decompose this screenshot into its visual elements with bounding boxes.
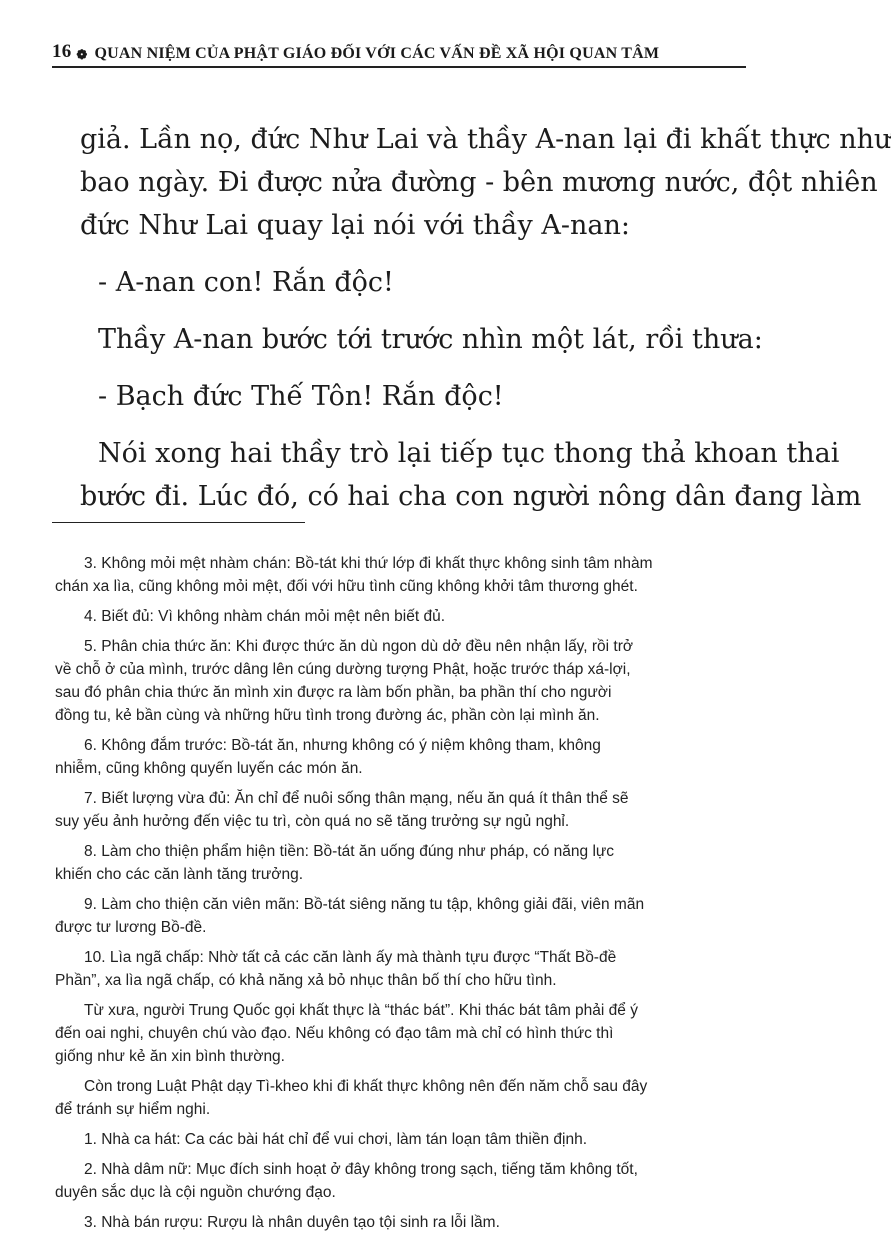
footnote-line: 2. Nhà dâm nữ: Mục đích sinh hoạt ở đây không trong sạch, tiếng tăm không tốt, (84, 1161, 638, 1178)
footnote-line: Từ xưa, người Trung Quốc gọi khất thực là “thác bát”. Khi thác bát tâm phải để ý (84, 1002, 638, 1019)
footnote-paragraph (55, 1158, 755, 1204)
body-line: bước đi. Lúc đó, có hai cha con người nông dân đang làm (80, 481, 862, 512)
footnote-paragraph (55, 635, 755, 727)
footnote-paragraph (55, 1211, 755, 1234)
footnote-line: 8. Làm cho thiện phẩm hiện tiền: Bồ-tát ăn uống đúng như pháp, có năng lực (84, 843, 615, 860)
body-line: Nói xong hai thầy trò lại tiếp tục thong thả khoan thai (98, 438, 840, 469)
footnote-paragraph (55, 840, 755, 886)
footnote-line: sau đó phân chia thức ăn mình xin được ra làm bốn phần, ba phần thí cho người (55, 684, 612, 701)
footnote-paragraph (55, 787, 755, 833)
footnote-line: được tư lương Bồ-đề. (55, 919, 207, 936)
footnote-line: 10. Lìa ngã chấp: Nhờ tất cả các căn lành ấy mà thành tựu được “Thất Bồ-đề (84, 949, 617, 966)
main-text (80, 118, 891, 518)
footnote-paragraph (55, 893, 755, 939)
footnote-paragraph (55, 1075, 755, 1121)
footnote-line: khiến cho các căn lành tăng trưởng. (55, 866, 304, 883)
footnote-line: duyên sắc dục là cội nguồn chướng đạo. (55, 1184, 336, 1201)
body-line: Thầy A-nan bước tới trước nhìn một lát, rồi thưa: (98, 324, 763, 355)
footnote-paragraph (55, 605, 755, 628)
page-number: 16 (52, 41, 72, 62)
footnote-paragraph (55, 734, 755, 780)
footnote-line: chán xa lìa, cũng không mỏi mệt, đối với hữu tình cũng không khởi tâm thương ghét. (55, 578, 638, 595)
footnote-line: đồng tu, kẻ bần cùng và những hữu tình trong đường ác, phần còn lại mình ăn. (55, 707, 600, 724)
footnote-line: về chỗ ở của mình, trước dâng lên cúng dường tượng Phật, hoặc trước tháp xá-lợi, (55, 661, 631, 678)
ornament-icon: ❁ (76, 47, 88, 62)
header-title: QUAN NIỆM CỦA PHẬT GIÁO ĐỐI VỚI CÁC VẤN ĐỀ XÃ HỘI QUAN TÂM (94, 45, 660, 62)
footnote-line: giống như kẻ ăn xin bình thường. (55, 1048, 285, 1065)
footnote-paragraph (55, 946, 755, 992)
footnote-line: đến oai nghi, chuyên chú vào đạo. Nếu không có đạo tâm mà chỉ có hình thức thì (55, 1025, 614, 1042)
footnote-line: 4. Biết đủ: Vì không nhàm chán mỏi mệt nên biết đủ. (84, 608, 446, 625)
footnote-line: 5. Phân chia thức ăn: Khi được thức ăn dù ngon dù dở đều nên nhận lấy, rồi trở (84, 638, 634, 655)
footnote-line: để tránh sự hiểm nghi. (55, 1101, 211, 1118)
footnote-line: 3. Nhà bán rượu: Rượu là nhân duyên tạo tội sinh ra lỗi lầm. (84, 1214, 500, 1231)
footnote-separator (52, 522, 305, 523)
footnote-line: Phần”, xa lìa ngã chấp, có khả năng xả bỏ nhục thân bố thí cho hữu tình. (55, 972, 557, 989)
footnote-line: 1. Nhà ca hát: Ca các bài hát chỉ để vui chơi, làm tán loạn tâm thiền định. (84, 1131, 588, 1148)
footnote-paragraph (55, 1128, 755, 1151)
footnote-line: 3. Không mỏi mệt nhàm chán: Bồ-tát khi thứ lớp đi khất thực không sinh tâm nhàm (84, 555, 653, 572)
body-line: giả. Lần nọ, đức Như Lai và thầy A-nan lại đi khất thực như (80, 124, 891, 155)
footnote-line: 7. Biết lượng vừa đủ: Ăn chỉ để nuôi sống thân mạng, nếu ăn quá ít thân thể sẽ (84, 790, 629, 807)
footnote-line: nhiễm, cũng không quyến luyến các món ăn. (55, 760, 363, 777)
body-line: - A-nan con! Rắn độc! (98, 267, 394, 298)
footnote-line: 6. Không đắm trước: Bồ-tát ăn, nhưng không có ý niệm không tham, không (84, 737, 601, 754)
footnote-line: 9. Làm cho thiện căn viên mãn: Bồ-tát siêng năng tu tập, không giải đãi, viên mãn (84, 896, 645, 913)
footnote-paragraph (55, 999, 755, 1068)
body-line: - Bạch đức Thế Tôn! Rắn độc! (98, 381, 504, 412)
body-line: đức Như Lai quay lại nói với thầy A-nan: (80, 210, 630, 241)
footnote-paragraph (55, 552, 755, 598)
footnote-line: Còn trong Luật Phật dạy Tì-kheo khi đi khất thực không nên đến năm chỗ sau đây (84, 1078, 648, 1095)
footnotes (55, 552, 755, 1241)
running-header (52, 38, 746, 68)
footnote-line: suy yếu ảnh hưởng đến việc tu trì, còn quá no sẽ tăng trưởng sự ngủ nghỉ. (55, 813, 570, 830)
body-line: bao ngày. Đi được nửa đường - bên mương nước, đột nhiên (80, 167, 878, 198)
